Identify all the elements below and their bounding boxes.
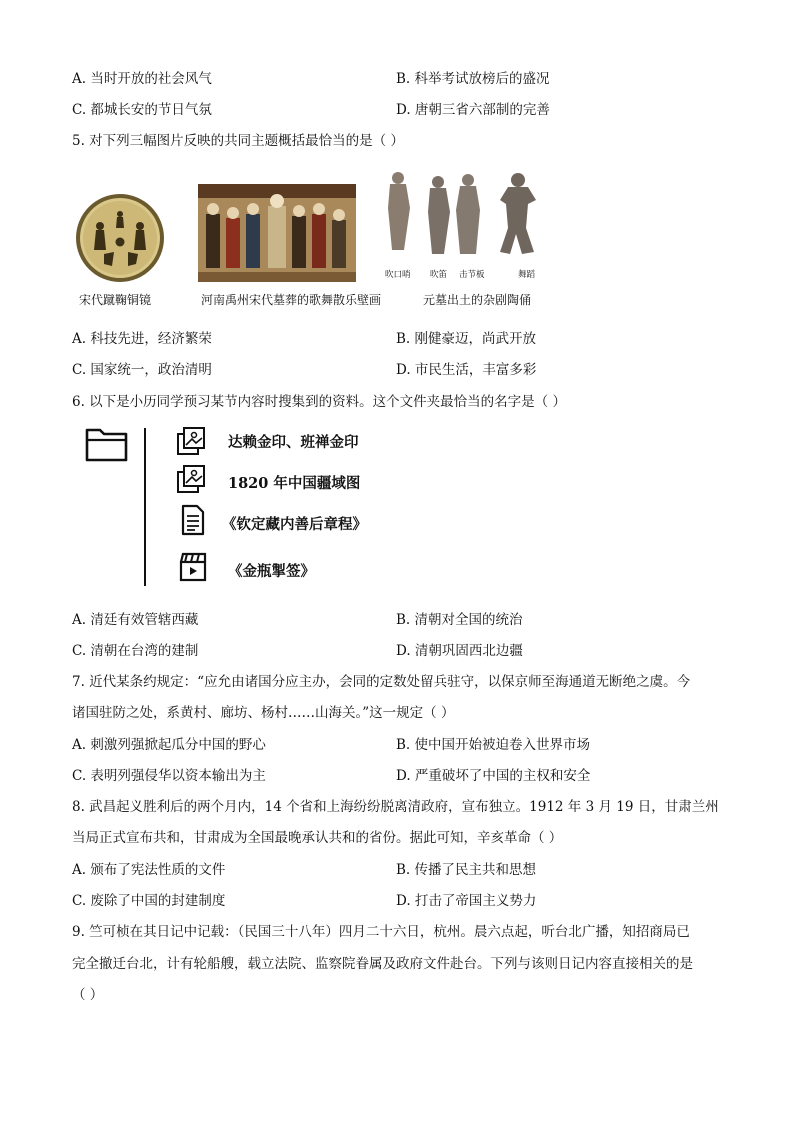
q8-option-c: C. 废除了中国的封建制度 (72, 893, 226, 909)
image-icon-map (176, 464, 206, 494)
q4-option-d: D. 唐朝三省六部制的完善 (396, 102, 550, 118)
q5-option-b: B. 刚健豪迈，尚武开放 (396, 331, 537, 347)
q4-option-a: A. 当时开放的社会风气 (72, 71, 212, 87)
q4-option-b: B. 科举考试放榜后的盛况 (396, 71, 550, 87)
mural-image (198, 184, 356, 282)
q7-stem-line1: 7. 近代某条约规定：“应允由诸国分应主办，会同的定数处留兵驻守，以保京师至海通道无断绝之虞。今 (72, 674, 691, 690)
q7-option-c: C. 表明列强侵华以资本输出为主 (72, 768, 266, 784)
caption-pottery: 元墓出土的杂剧陶俑 (423, 293, 532, 307)
q8-stem-line1: 8. 武昌起义胜利后的两个月内，14 个省和上海纷纷脱离清政府，宣布独立。1912 年 3 月 19 日，甘肃兰州 (72, 799, 719, 815)
label-clapper: 击节板 (459, 270, 485, 280)
folder-item-map: 1820 年中国疆域图 (228, 475, 361, 492)
folder-divider (144, 428, 146, 586)
label-flute: 吹笛 (430, 270, 448, 280)
folder-item-golden-urn: 《金瓶掣签》 (228, 563, 315, 580)
q5-option-c: C. 国家统一，政治清明 (72, 362, 212, 378)
bronze-mirror-image (74, 192, 166, 284)
q6-option-b: B. 清朝对全国的统治 (396, 612, 523, 628)
q7-stem-line2: 诸国驻防之处，系黄村、廊坊、杨村……山海关。”这一规定（ ） (72, 705, 455, 721)
q6-option-a: A. 清廷有效管辖西藏 (72, 612, 199, 628)
q5-option-d: D. 市民生活，丰富多彩 (396, 362, 537, 378)
q7-option-a: A. 刺激列强掀起瓜分中国的野心 (72, 737, 266, 753)
pottery-figures-image (376, 168, 554, 260)
video-clapper-icon (178, 550, 208, 582)
q5-option-a: A. 科技先进，经济繁荣 (72, 331, 212, 347)
document-icon (180, 504, 206, 536)
q4-option-c: C. 都城长安的节日气氛 (72, 102, 212, 118)
folder-item-seals: 达赖金印、班禅金印 (228, 434, 359, 451)
q8-option-b: B. 传播了民主共和思想 (396, 862, 537, 878)
caption-mural: 河南禹州宋代墓葬的歌舞散乐壁画 (201, 293, 382, 307)
label-dance: 舞蹈 (518, 270, 536, 280)
q9-stem-line2: 完全撤迁台北，计有轮船艘，载立法院、监察院眷属及政府文件赴台。下列与该则日记内容直接相关的是 (72, 956, 693, 972)
q5-stem: 5. 对下列三幅图片反映的共同主题概括最恰当的是（ ） (72, 133, 404, 149)
q9-stem-line3: （ ） (72, 987, 104, 1003)
q7-option-d: D. 严重破坏了中国的主权和安全 (396, 768, 591, 784)
q6-option-c: C. 清朝在台湾的建制 (72, 643, 199, 659)
folder-icon (84, 424, 130, 464)
q6-stem: 6. 以下是小历同学预习某节内容时搜集到的资料。这个文件夹最恰当的名字是（ ） (72, 394, 566, 410)
q7-option-b: B. 使中国开始被迫卷入世界市场 (396, 737, 591, 753)
label-whistle: 吹口哨 (385, 270, 411, 280)
q8-option-d: D. 打击了帝国主义势力 (396, 893, 537, 909)
q6-option-d: D. 清朝巩固西北边疆 (396, 643, 523, 659)
q9-stem-line1: 9. 竺可桢在其日记中记载：（民国三十八年）四月二十六日，杭州。晨六点起，听台北广播，知招商局已 (72, 924, 690, 940)
q8-stem-line2: 当局正式宣布共和，甘肃成为全国最晚承认共和的省份。据此可知，辛亥革命（ ） (72, 830, 563, 846)
folder-item-regulations: 《钦定藏内善后章程》 (222, 516, 367, 533)
q8-option-a: A. 颁布了宪法性质的文件 (72, 862, 226, 878)
image-icon-seals (176, 426, 206, 456)
caption-bronze-mirror: 宋代蹴鞠铜镜 (79, 293, 152, 307)
